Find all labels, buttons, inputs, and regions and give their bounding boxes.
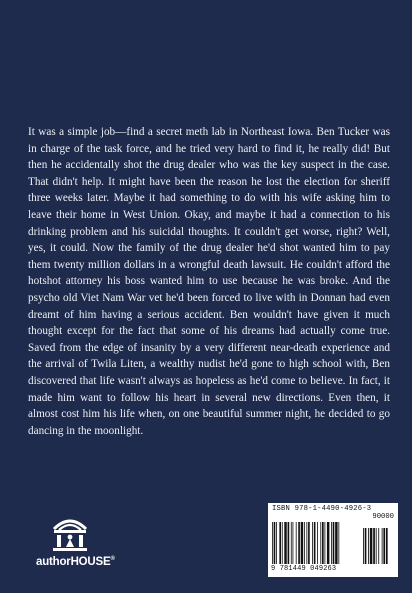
publisher-logo (36, 515, 126, 575)
building-icon (50, 515, 90, 553)
price-code: 90000 (372, 513, 394, 521)
registered-mark: ® (110, 556, 115, 563)
barcode-digits: 9 781449 049263 (271, 565, 337, 573)
back-cover-blurb: It was a simple job—find a secret meth lab in Northeast Iowa. Ben Tucker was in charge of the task force, and he tried very hard to find it, he really did! But then he accidentally shot the drug dealer who was the key suspect in the case. That didn't help. It might have been the reason he lost the election for sheriff three weeks later. Maybe it had something to do with his wife asking him to leave their home in West Union. Okay, and maybe it had a connection to his drinking problem and his suicidal thoughts. It couldn't get worse, right? Well, yes, it could. Now the family of the drug dealer he'd shot wanted him to pay them twenty million dollars in a wrongful death lawsuit. He couldn't afford the hotshot attorney his boss wanted him to use because he was broke. And the psycho old Viet Nam War vet he'd been forced to live with in Donnan had even dreamt of him having a serious accident. Ben wouldn't have given it much thought except for the fact that some of his dreams had actually come true. Saved from the edge of insanity by a very different near-death experience and the arrival of Twila Liten, a wealthy nudist he'd gone to high school with, Ben discovered that life wasn't always as hopeless as he'd come to believe. In fact, it made him want to follow his heart in several new directions. Even then, it almost cost him his life when, on one beautiful summer night, he decided to go dancing in the moonlight. (28, 126, 390, 437)
barcode-bars (271, 522, 395, 564)
isbn-barcode (268, 503, 398, 577)
publisher-name-suffix: HOUSE (70, 556, 111, 568)
publisher-name (36, 556, 115, 568)
isbn-label: ISBN 978-1-4490-4926-3 (272, 505, 372, 513)
publisher-name-prefix: author (36, 556, 71, 568)
